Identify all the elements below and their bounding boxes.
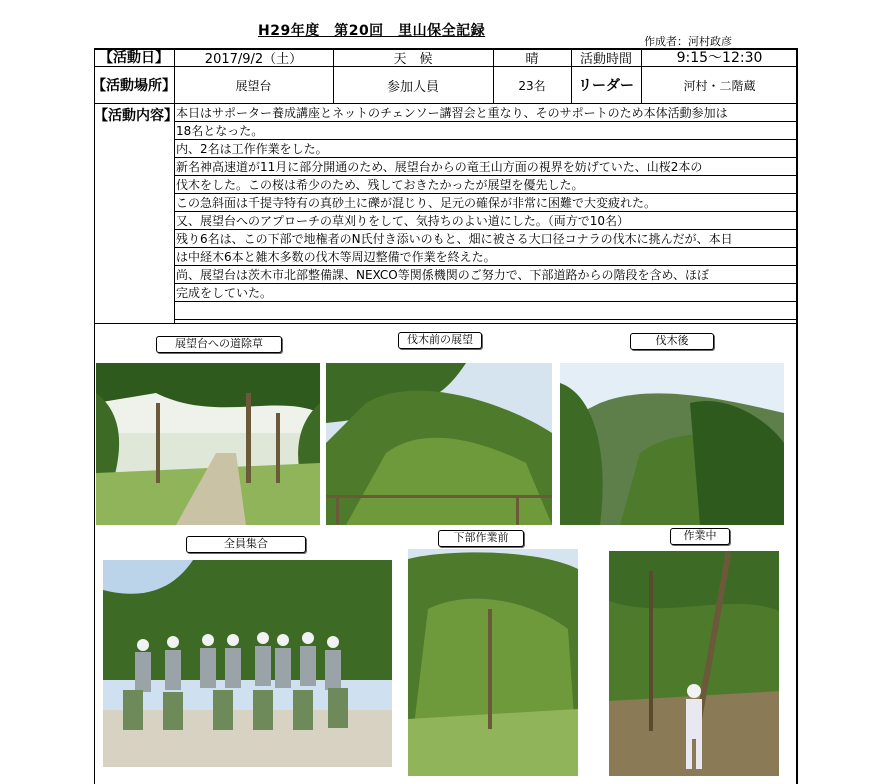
content-line: は中経木6本と雑木多数の伐木等周辺整備で作業を終えた。 [174, 248, 798, 266]
content-line: 18名となった。 [174, 122, 798, 140]
date-value: 2017/9/2（土） [204, 51, 303, 67]
content-line: 伐木をした。この桜は希少のため、残しておきたかったが展望を優先した。 [174, 176, 798, 194]
content-line: 残り6名は、この下部で地権者のN氏付き添いのもと、畑に被さる大口径コナラの伐木に挑んだが、本日 [174, 230, 798, 248]
time-value: 9:15～12:30 [676, 50, 763, 66]
content-line: 内、2名は工作作業をした。 [174, 140, 798, 158]
content-line: 完成をしていた。 [174, 284, 798, 302]
content-line: 又、展望台へのアプローチの草刈りをして、気持ちのよい道にした。（両方で10名） [174, 212, 798, 230]
row-divider [94, 323, 798, 324]
leader-value: 河村・二階蔵 [683, 78, 756, 93]
content-line [174, 302, 798, 320]
photo-view-before [326, 363, 552, 525]
caption-4: 全員集合 [186, 536, 306, 553]
place-label: 【活動場所】 [92, 78, 176, 94]
content-line: この急斜面は千提寺特有の真砂土に礫が混じり、足元の確保が非常に困難で大変疲れた。 [174, 194, 798, 212]
caption-6: 作業中 [670, 528, 730, 545]
content-line: 本日はサポーター養成講座とネットのチェンソー講習会と重なり、そのサポートのため本体活動参加は [174, 104, 798, 122]
caption-1: 展望台への道除草 [156, 336, 282, 353]
weather-value: 晴 [525, 51, 539, 67]
weather-label: 天 候 [393, 51, 433, 67]
content-line: 尚、展望台は茨木市北部整備課、NEXCO等関係機関のご努力で、下部道路からの階段を含め、ほぼ [174, 266, 798, 284]
author-label: 作成者：河村政彦 [644, 35, 732, 48]
photo-working [609, 551, 779, 776]
content-line: 新名神高速道が11月に部分開通のため、展望台からの竜王山方面の視界を妨げていた、山桜2本の [174, 158, 798, 176]
photo-group [103, 560, 392, 767]
participants-label: 参加人員 [386, 79, 439, 95]
caption-2: 伐木前の展望 [398, 332, 482, 349]
place-value: 展望台 [235, 78, 272, 93]
date-label: 【活動日】 [99, 50, 169, 66]
page-title: H29年度 第20回 里山保全記録 [258, 23, 486, 39]
photo-path-weeding [96, 363, 320, 525]
photo-lower-before [408, 549, 578, 776]
content-label: 【活動内容】 [94, 108, 178, 124]
participants-value: 23名 [518, 78, 546, 93]
caption-3: 伐木後 [630, 333, 714, 350]
time-label: 活動時間 [579, 51, 632, 67]
caption-5: 下部作業前 [438, 530, 524, 547]
leader-label: リーダー [578, 78, 634, 94]
content-lines [174, 104, 798, 320]
photo-view-after [560, 363, 784, 525]
